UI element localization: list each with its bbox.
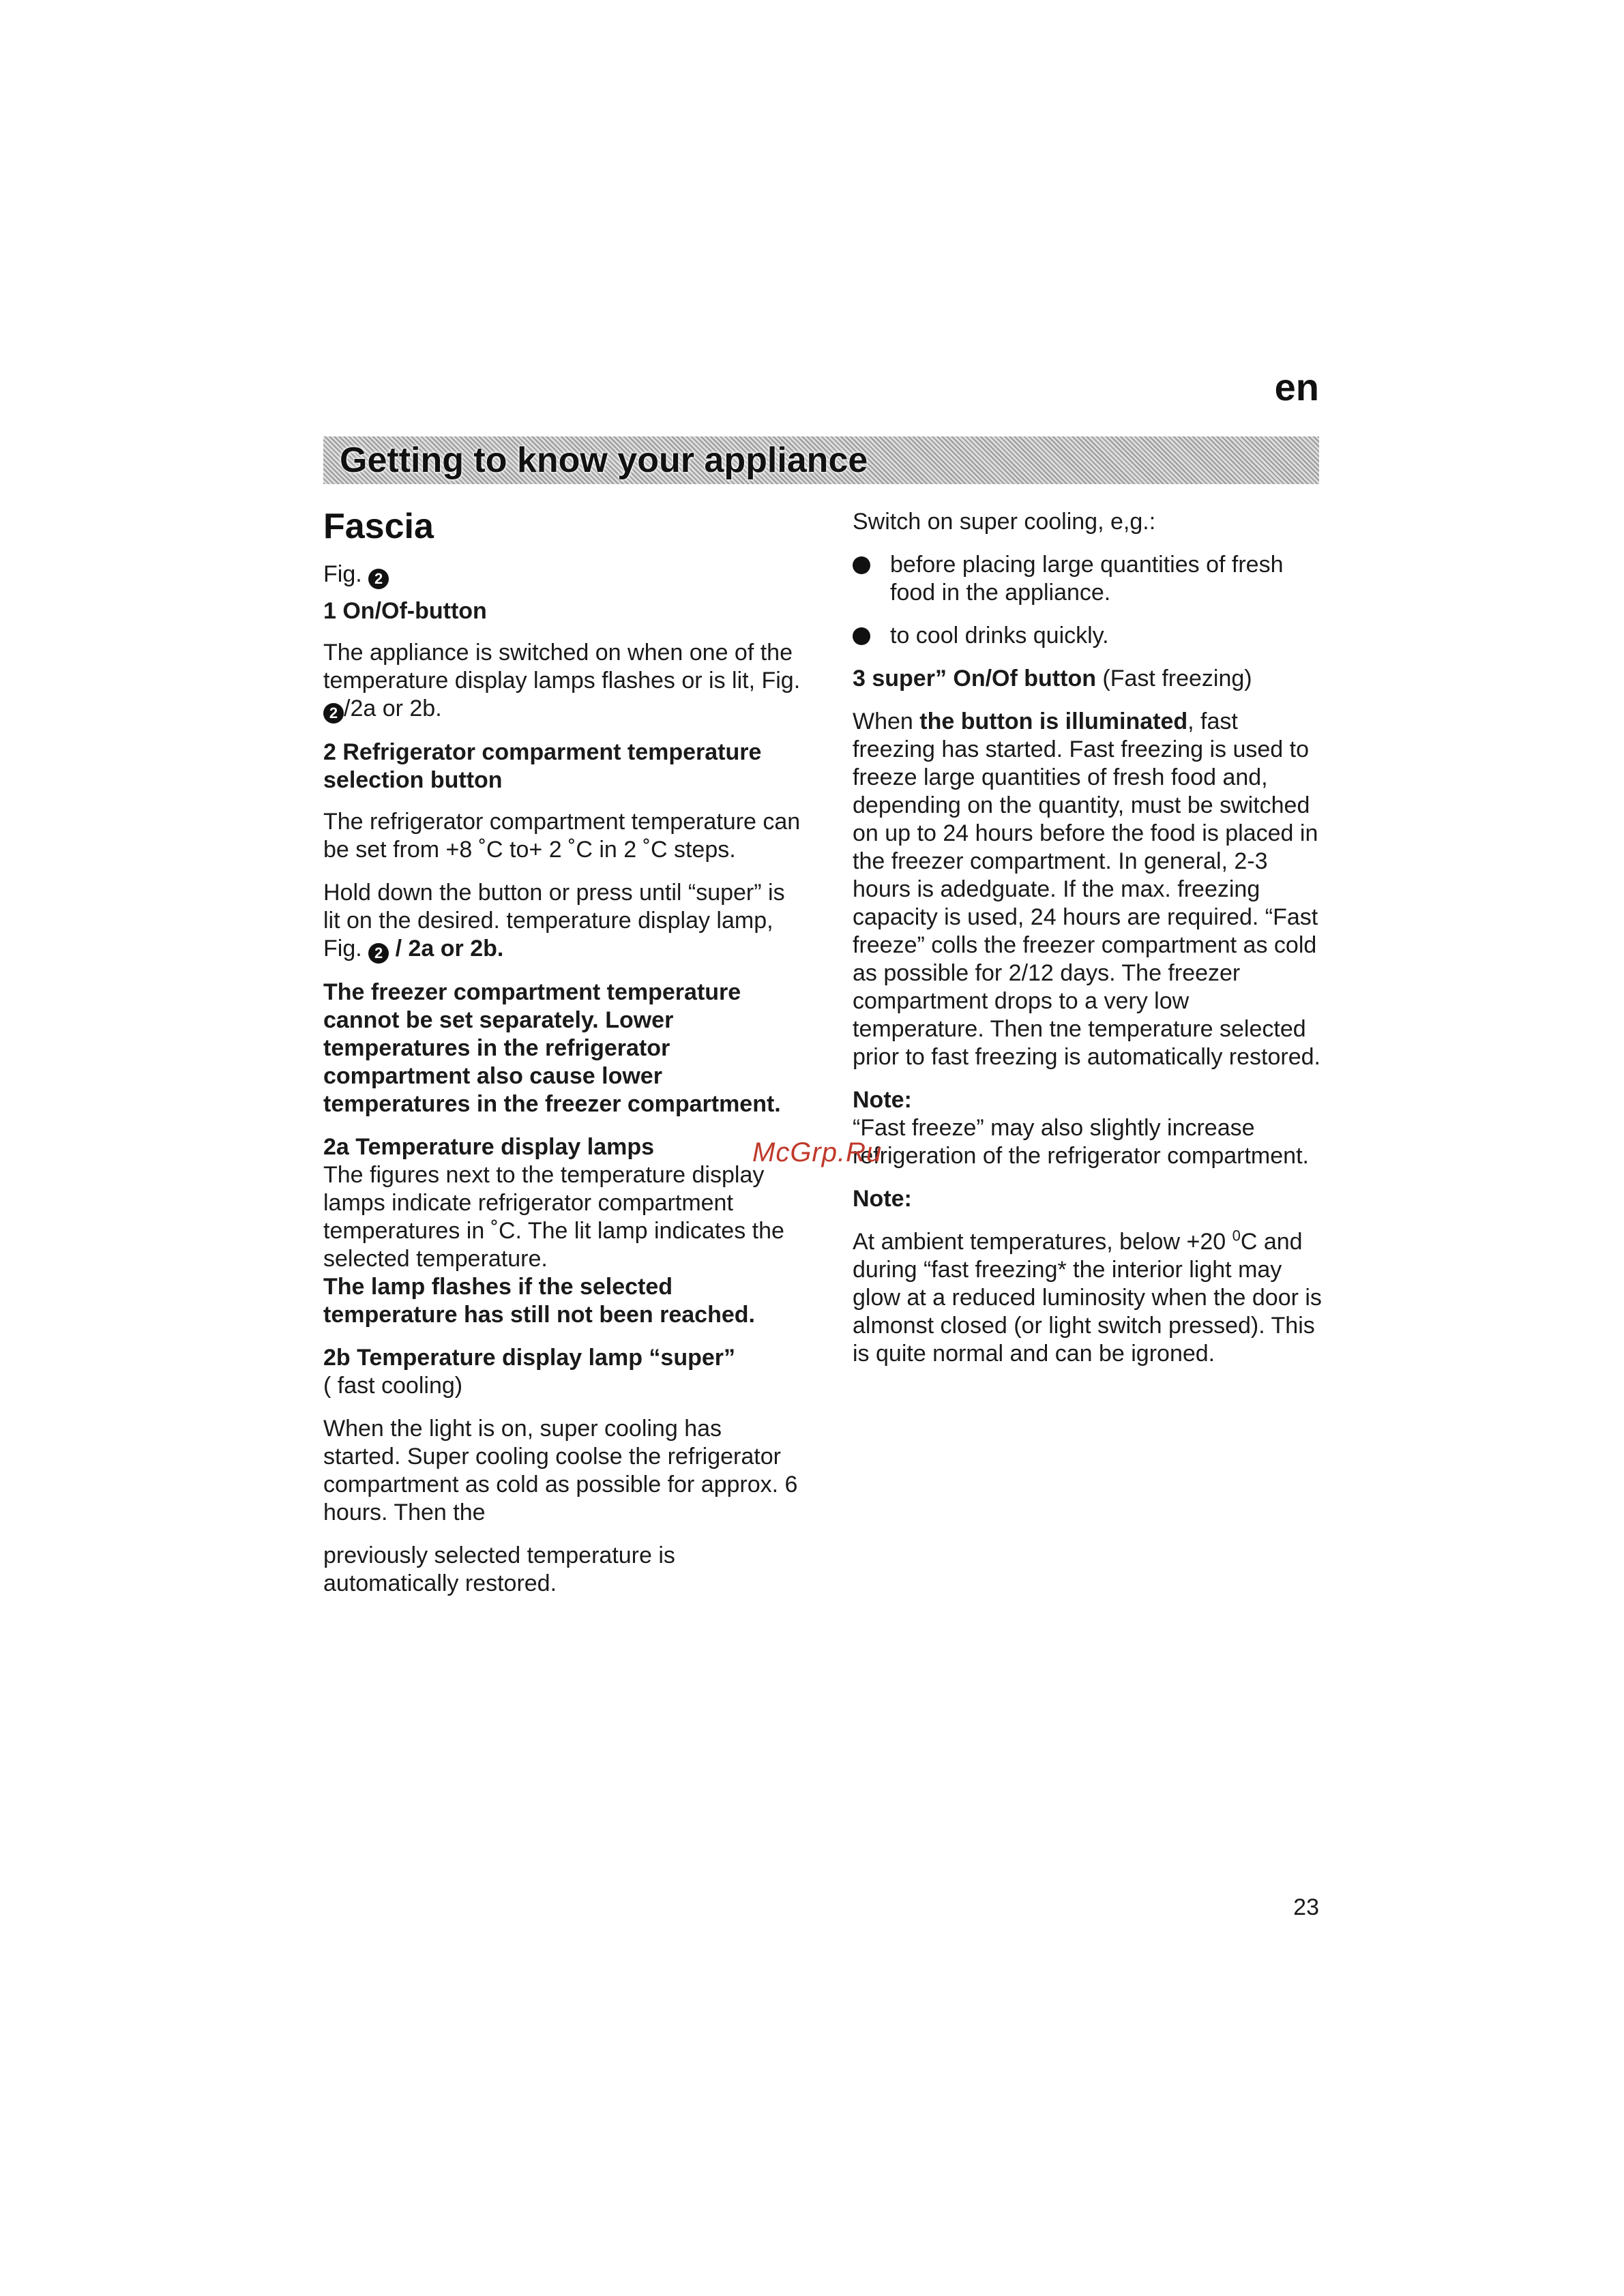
figure-2-icon: 2 — [368, 569, 389, 589]
super-cooling-intro: Switch on super cooling, e,g.: — [853, 509, 1156, 535]
section-3-title — [853, 665, 1323, 693]
note-2-label: Note: — [853, 1186, 912, 1212]
section-3-title-bold: 3 super” On/Of button — [853, 666, 1096, 691]
section-2b-text: When the light is on, super cooling has started. Super cooling coolse the refrigerator compartment as cold as possible for approx. 6 hours. Then the — [323, 1416, 798, 1525]
bullet-text: to cool drinks quickly. — [890, 623, 1109, 648]
section-1-text — [323, 639, 801, 724]
section-1-text-b: /2a or 2b. — [344, 696, 442, 721]
note-2-text-b: C and during “fast freezing* the interior light may glow at a reduced luminosity when the door is almonst closed (or light switch pressed). This is quite normal and can be igroned. — [853, 1229, 1322, 1367]
section-title: Getting to know your appliance — [340, 441, 868, 480]
language-code: en — [1274, 366, 1319, 408]
note-1-text: “Fast freeze” may also slightly increase refrigeration of the refrigerator compartment. — [853, 1115, 1309, 1169]
note-2-text — [853, 1228, 1323, 1368]
section-banner — [323, 436, 1319, 484]
section-2-hold-text — [323, 879, 801, 964]
watermark: McGrp.Ru — [752, 1137, 883, 1167]
note-1-label: Note: — [853, 1087, 912, 1113]
section-2a-title: 2a Temperature display lamps — [323, 1134, 655, 1160]
section-3-bold: the button is illuminated — [919, 709, 1188, 734]
bullet-icon — [853, 556, 870, 574]
right-column — [853, 508, 1323, 1383]
section-2a-text: The figures next to the temperature display lamps indicate refrigerator compartment temperatures in ˚C. The lit lamp indicates the selected temperature. — [323, 1162, 784, 1272]
bullet-text: before placing large quantities of fresh food in the appliance. — [890, 552, 1284, 606]
section-2-hold-a: Hold down the button or press until “super” is lit on the desired. temperature display lamp, Fig. — [323, 880, 785, 961]
section-2-hold-b: / 2a or 2b. — [389, 936, 504, 961]
section-1-title: 1 On/Of-button — [323, 598, 487, 624]
bullet-item — [853, 622, 1323, 650]
section-3-body: , fast freezing has started. Fast freezing is used to freeze large quantities of fresh food and, depending on the quantity, must be switched on up to 24 hours before the food is placed in the freezer compartment. In general, 2-3 hours is adedguate. If the max. freezing capacity is used, 24 hours are required. “Fast freeze” colls the freezer compartment as cold as possible for 2/12 days. The freezer compartment drops to a very low temperature. Then tne temperature selected prior to fast freezing is automatically restored. — [853, 709, 1320, 1070]
figure-2-icon: 2 — [368, 943, 389, 964]
bullet-item — [853, 551, 1323, 607]
fig-reference — [323, 561, 801, 589]
section-3-title-suffix: (Fast freezing) — [1095, 666, 1252, 691]
note-2-superscript: 0 — [1232, 1227, 1241, 1244]
page-number: 23 — [1293, 1894, 1319, 1920]
section-3-lead: When — [853, 709, 920, 734]
left-column — [323, 506, 801, 1613]
section-2b-title: 2b Temperature display lamp “super” — [323, 1345, 735, 1371]
section-3-text — [853, 708, 1323, 1071]
figure-2-icon: 2 — [323, 703, 344, 724]
section-2a-bold: The lamp flashes if the selected temperature has still not been reached. — [323, 1274, 755, 1328]
section-2-title: 2 Refrigerator comparment temperature selection button — [323, 739, 762, 793]
section-2b-subtitle: ( fast cooling) — [323, 1373, 463, 1399]
note-2-text-a: At ambient temperatures, below +20 — [853, 1229, 1232, 1255]
section-2b-continued: previously selected temperature is automatically restored. — [323, 1542, 675, 1596]
section-2-warning: The freezer compartment temperature cannot be set separately. Lower temperatures in the refrigerator compartment also cause lower temperatures in the freezer compartment. — [323, 979, 781, 1117]
fascia-heading: Fascia — [323, 507, 434, 546]
section-1-text-a: The appliance is switched on when one of the temperature display lamps flashes or is lit, Fig. — [323, 640, 801, 694]
bullet-icon — [853, 627, 870, 645]
section-2-text: The refrigerator compartment temperature can be set from +8 ˚C to+ 2 ˚C in 2 ˚C steps. — [323, 809, 801, 863]
fig-label: Fig. — [323, 561, 362, 587]
